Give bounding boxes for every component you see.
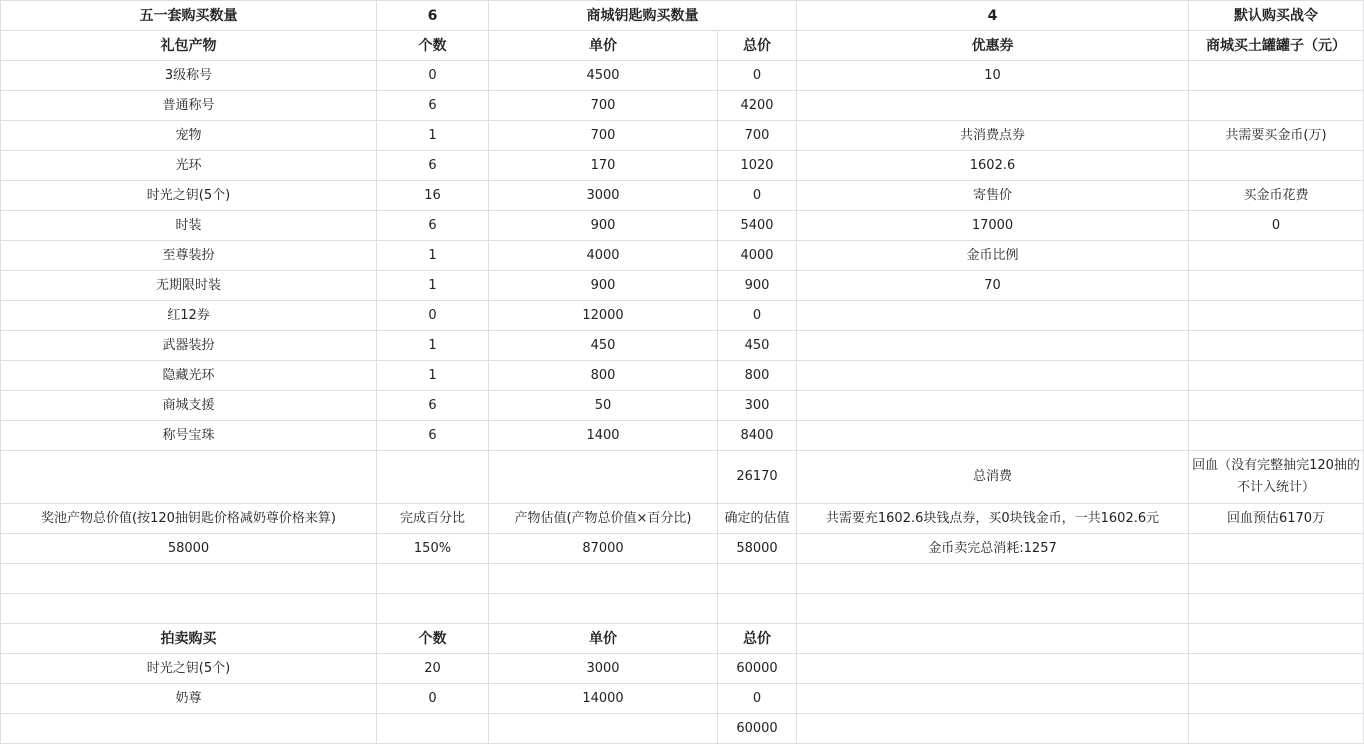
- cell-value-key-qty[interactable]: 4: [797, 1, 1189, 31]
- cell-count[interactable]: 6: [377, 91, 489, 121]
- cell-unit-price[interactable]: 170: [489, 151, 718, 181]
- cell-coupon-info[interactable]: 17000: [797, 211, 1189, 241]
- table-row: [1, 391, 1364, 421]
- cell-count[interactable]: 1: [377, 331, 489, 361]
- cell-unit-price[interactable]: 900: [489, 271, 718, 301]
- cell-gold-info[interactable]: [1189, 421, 1364, 451]
- cell-count[interactable]: 6: [377, 211, 489, 241]
- cell-item-name[interactable]: 武器装扮: [1, 331, 377, 361]
- auction-total-row: [1, 714, 1364, 744]
- cell-count[interactable]: 0: [377, 301, 489, 331]
- cell-empty[interactable]: [1, 564, 377, 594]
- cell-count[interactable]: 1: [377, 241, 489, 271]
- cell-unit-price[interactable]: 700: [489, 91, 718, 121]
- cell-item-name[interactable]: 称号宝珠: [1, 421, 377, 451]
- cell-coupon-info[interactable]: [797, 421, 1189, 451]
- cell-count[interactable]: 1: [377, 121, 489, 151]
- auction-item-name[interactable]: 时光之钥(5个): [1, 654, 377, 684]
- cell-total[interactable]: 450: [718, 331, 797, 361]
- cell-empty[interactable]: [797, 624, 1189, 654]
- auction-col-price[interactable]: 单价: [489, 624, 718, 654]
- cell-coupon-info[interactable]: [797, 91, 1189, 121]
- cell-estimate-label[interactable]: 产物估值(产物总价值×百分比): [489, 504, 718, 534]
- table-row: [1, 241, 1364, 271]
- cell-total[interactable]: 8400: [718, 421, 797, 451]
- cell-empty[interactable]: [377, 594, 489, 624]
- cell-item-name[interactable]: 3级称号: [1, 61, 377, 91]
- cell-total[interactable]: 0: [718, 181, 797, 211]
- cell-item-name[interactable]: 宠物: [1, 121, 377, 151]
- auction-row: [1, 654, 1364, 684]
- header-row: [1, 1, 1364, 31]
- cell-empty[interactable]: [1189, 564, 1364, 594]
- col-header-total[interactable]: 总价: [718, 31, 797, 61]
- cell-count[interactable]: 6: [377, 151, 489, 181]
- cell-total[interactable]: 800: [718, 361, 797, 391]
- cell-item-name[interactable]: 商城支援: [1, 391, 377, 421]
- cell-gold-info[interactable]: 共需要买金币(万): [1189, 121, 1364, 151]
- cell-estimate-value[interactable]: 87000: [489, 534, 718, 564]
- cell-empty[interactable]: [489, 564, 718, 594]
- col-header-jar[interactable]: 商城买土罐罐子（元）: [1189, 31, 1364, 61]
- cell-item-name[interactable]: 无期限时装: [1, 271, 377, 301]
- cell-refund-note[interactable]: 回血（没有完整抽完120抽的不计入统计）: [1189, 451, 1364, 504]
- auction-count[interactable]: 20: [377, 654, 489, 684]
- cell-coupon-info[interactable]: 1602.6: [797, 151, 1189, 181]
- cell-total[interactable]: 1020: [718, 151, 797, 181]
- cell-gold-info[interactable]: 0: [1189, 211, 1364, 241]
- cell-unit-price[interactable]: 12000: [489, 301, 718, 331]
- cell-empty[interactable]: [377, 714, 489, 744]
- cell-empty[interactable]: [1189, 654, 1364, 684]
- cell-gold-info[interactable]: [1189, 271, 1364, 301]
- auction-item-name[interactable]: 奶尊: [1, 684, 377, 714]
- cell-total-spend-label[interactable]: 总消费: [797, 451, 1189, 504]
- cell-coupon-info[interactable]: 共消费点券: [797, 121, 1189, 151]
- cell-item-name[interactable]: 隐藏光环: [1, 361, 377, 391]
- table-row: [1, 121, 1364, 151]
- cell-empty[interactable]: [718, 564, 797, 594]
- cell-pool-label[interactable]: 奖池产物总价值(按120抽钥匙价格减奶尊价格来算): [1, 504, 377, 534]
- auction-count[interactable]: 0: [377, 684, 489, 714]
- cell-count[interactable]: 6: [377, 391, 489, 421]
- table-row: [1, 331, 1364, 361]
- cell-count[interactable]: 1: [377, 361, 489, 391]
- cell-coupon-info[interactable]: 寄售价: [797, 181, 1189, 211]
- auction-total[interactable]: 60000: [718, 654, 797, 684]
- table-row: [1, 91, 1364, 121]
- cell-gold-consumption[interactable]: 金币卖完总消耗:1257: [797, 534, 1189, 564]
- col-header-count[interactable]: 个数: [377, 31, 489, 61]
- cell-gold-info[interactable]: [1189, 361, 1364, 391]
- cell-value-set-qty[interactable]: 6: [377, 1, 489, 31]
- table-row: [1, 61, 1364, 91]
- cell-pool-value[interactable]: 58000: [1, 534, 377, 564]
- cell-empty[interactable]: [797, 714, 1189, 744]
- cell-item-name[interactable]: 光环: [1, 151, 377, 181]
- cell-total[interactable]: 4000: [718, 241, 797, 271]
- cell-unit-price[interactable]: 4000: [489, 241, 718, 271]
- cell-gold-info[interactable]: 买金币花费: [1189, 181, 1364, 211]
- cell-refund-estimate[interactable]: 回血预估6170万: [1189, 504, 1364, 534]
- valuation-value-row: [1, 534, 1364, 564]
- cell-total[interactable]: 0: [718, 301, 797, 331]
- cell-item-name[interactable]: 红12券: [1, 301, 377, 331]
- cell-coupon-info[interactable]: 金币比例: [797, 241, 1189, 271]
- auction-grand-total[interactable]: 60000: [718, 714, 797, 744]
- cell-total[interactable]: 700: [718, 121, 797, 151]
- cell-empty[interactable]: [797, 594, 1189, 624]
- table-row: [1, 421, 1364, 451]
- cell-count[interactable]: 1: [377, 271, 489, 301]
- cell-total[interactable]: 5400: [718, 211, 797, 241]
- cell-empty[interactable]: [1, 451, 377, 504]
- cell-empty[interactable]: [489, 594, 718, 624]
- auction-title[interactable]: 拍卖购买: [1, 624, 377, 654]
- cell-total[interactable]: 4200: [718, 91, 797, 121]
- cell-unit-price[interactable]: 900: [489, 211, 718, 241]
- cell-label-key-qty[interactable]: 商城钥匙购买数量: [489, 1, 797, 31]
- cell-empty[interactable]: [1189, 684, 1364, 714]
- cell-gold-info[interactable]: [1189, 241, 1364, 271]
- cell-confirmed-label[interactable]: 确定的估值: [718, 504, 797, 534]
- cell-coupon-info[interactable]: [797, 301, 1189, 331]
- cell-unit-price[interactable]: 3000: [489, 181, 718, 211]
- cell-coupon-info[interactable]: [797, 361, 1189, 391]
- cell-label-battle-pass[interactable]: 默认购买战令: [1189, 1, 1364, 31]
- cell-count[interactable]: 16: [377, 181, 489, 211]
- cell-confirmed-value[interactable]: 58000: [718, 534, 797, 564]
- column-header-row: [1, 31, 1364, 61]
- cell-total[interactable]: 900: [718, 271, 797, 301]
- cell-empty[interactable]: [797, 684, 1189, 714]
- cell-empty[interactable]: [797, 654, 1189, 684]
- cell-coupon-info[interactable]: 10: [797, 61, 1189, 91]
- cell-gold-info[interactable]: [1189, 301, 1364, 331]
- cell-empty[interactable]: [1189, 624, 1364, 654]
- cell-empty[interactable]: [1189, 534, 1364, 564]
- auction-price[interactable]: 14000: [489, 684, 718, 714]
- cell-unit-price[interactable]: 1400: [489, 421, 718, 451]
- cell-gold-info[interactable]: [1189, 61, 1364, 91]
- cell-total[interactable]: 0: [718, 61, 797, 91]
- summary-row: [1, 451, 1364, 504]
- cell-unit-price[interactable]: 700: [489, 121, 718, 151]
- cell-coupon-info[interactable]: [797, 331, 1189, 361]
- cell-empty[interactable]: [1, 714, 377, 744]
- cell-empty[interactable]: [489, 714, 718, 744]
- cell-coupon-info[interactable]: 70: [797, 271, 1189, 301]
- table-row: [1, 151, 1364, 181]
- cell-total[interactable]: 300: [718, 391, 797, 421]
- cell-item-name[interactable]: 时光之钥(5个): [1, 181, 377, 211]
- valuation-label-row: [1, 504, 1364, 534]
- auction-total[interactable]: 0: [718, 684, 797, 714]
- cell-count[interactable]: 0: [377, 61, 489, 91]
- cell-recharge-text[interactable]: 共需要充1602.6块钱点券，买0块钱金币，一共1602.6元: [797, 504, 1189, 534]
- cell-empty[interactable]: [377, 564, 489, 594]
- cell-empty[interactable]: [797, 564, 1189, 594]
- cell-item-name[interactable]: 普通称号: [1, 91, 377, 121]
- cell-unit-price[interactable]: 450: [489, 331, 718, 361]
- empty-row: [1, 564, 1364, 594]
- cell-empty[interactable]: [489, 451, 718, 504]
- table-row: [1, 361, 1364, 391]
- cell-label-set-qty[interactable]: 五一套购买数量: [1, 1, 377, 31]
- cell-percent-value[interactable]: 150%: [377, 534, 489, 564]
- table-row: [1, 271, 1364, 301]
- auction-row: [1, 684, 1364, 714]
- cell-coupon-info[interactable]: [797, 391, 1189, 421]
- auction-col-count[interactable]: 个数: [377, 624, 489, 654]
- cell-unit-price[interactable]: 50: [489, 391, 718, 421]
- cell-empty[interactable]: [1189, 714, 1364, 744]
- table-row: [1, 181, 1364, 211]
- col-header-coupon[interactable]: 优惠券: [797, 31, 1189, 61]
- cell-item-name[interactable]: 时装: [1, 211, 377, 241]
- cell-percent-label[interactable]: 完成百分比: [377, 504, 489, 534]
- col-header-unit-price[interactable]: 单价: [489, 31, 718, 61]
- cell-gift-total[interactable]: 26170: [718, 451, 797, 504]
- cell-empty[interactable]: [1, 594, 377, 624]
- table-row: [1, 211, 1364, 241]
- cell-unit-price[interactable]: 4500: [489, 61, 718, 91]
- col-header-item[interactable]: 礼包产物: [1, 31, 377, 61]
- table-row: [1, 301, 1364, 331]
- auction-col-total[interactable]: 总价: [718, 624, 797, 654]
- cell-gold-info[interactable]: [1189, 391, 1364, 421]
- cell-empty[interactable]: [718, 594, 797, 624]
- cell-item-name[interactable]: 至尊装扮: [1, 241, 377, 271]
- auction-header-row: [1, 624, 1364, 654]
- cell-empty[interactable]: [377, 451, 489, 504]
- empty-row: [1, 594, 1364, 624]
- cell-gold-info[interactable]: [1189, 151, 1364, 181]
- cell-unit-price[interactable]: 800: [489, 361, 718, 391]
- cell-gold-info[interactable]: [1189, 331, 1364, 361]
- cell-count[interactable]: 6: [377, 421, 489, 451]
- cell-gold-info[interactable]: [1189, 91, 1364, 121]
- auction-price[interactable]: 3000: [489, 654, 718, 684]
- cell-empty[interactable]: [1189, 594, 1364, 624]
